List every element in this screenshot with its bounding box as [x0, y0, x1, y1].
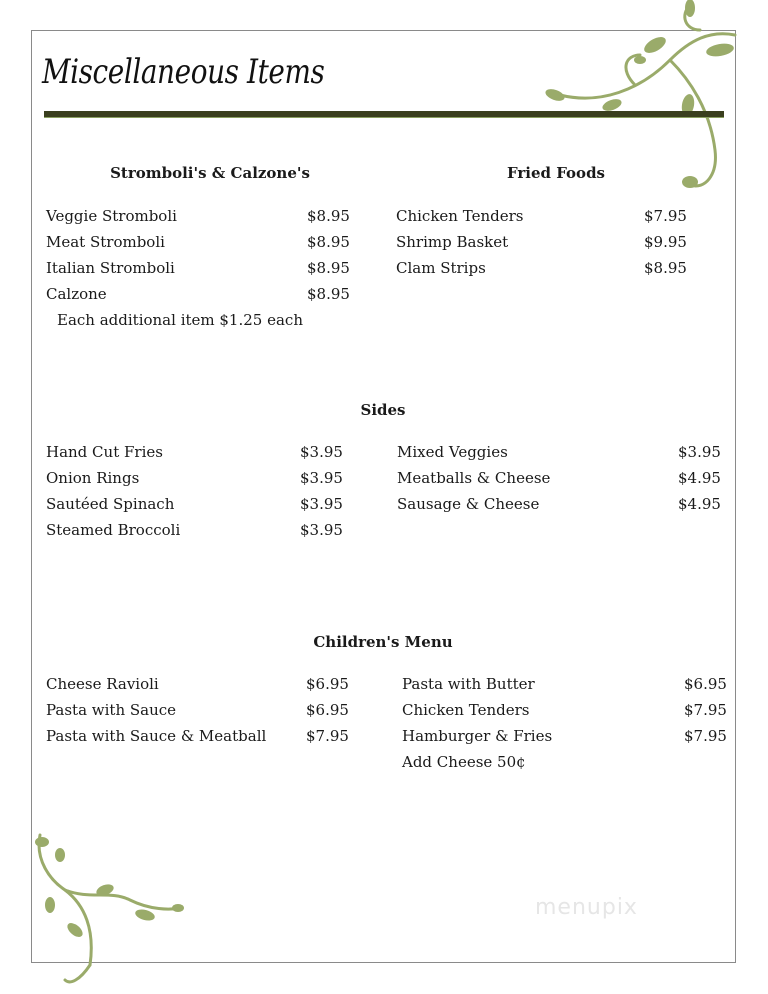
- title-divider: [44, 111, 724, 118]
- menu-item-name: Steamed Broccoli: [46, 521, 181, 539]
- children-note: Add Cheese 50¢: [402, 753, 526, 771]
- menu-item-price: $6.95: [684, 675, 727, 693]
- menu-item-price: $3.95: [300, 495, 343, 513]
- menu-item-price: $4.95: [678, 495, 721, 513]
- menu-item-name: Onion Rings: [46, 469, 140, 487]
- menu-item-name: Meatballs & Cheese: [397, 469, 551, 487]
- section-heading-stromboli: Stromboli's & Calzone's: [110, 164, 310, 182]
- menu-item-name: Italian Stromboli: [46, 259, 175, 277]
- menu-item-price: $8.95: [307, 285, 350, 303]
- menu-item-price: $7.95: [644, 207, 687, 225]
- menu-item-name: Shrimp Basket: [396, 233, 509, 251]
- menu-item-name: Mixed Veggies: [397, 443, 508, 461]
- menu-item-name: Chicken Tenders: [396, 207, 524, 225]
- menu-item-price: $8.95: [307, 207, 350, 225]
- menu-item-price: $8.95: [307, 259, 350, 277]
- vine-decoration-bottom-icon: [30, 830, 190, 990]
- menu-item-price: $7.95: [684, 727, 727, 745]
- menu-item-price: $6.95: [306, 701, 349, 719]
- menu-item-price: $9.95: [644, 233, 687, 251]
- menu-item-name: Pasta with Sauce: [46, 701, 177, 719]
- menu-item-name: Clam Strips: [396, 259, 486, 277]
- menu-item-name: Sausage & Cheese: [397, 495, 540, 513]
- menu-item-name: Calzone: [46, 285, 107, 303]
- section-heading-childrens-menu: Children's Menu: [313, 633, 453, 651]
- menu-item-price: $8.95: [644, 259, 687, 277]
- menu-item-name: Veggie Stromboli: [46, 207, 177, 225]
- menu-item-name: Meat Stromboli: [46, 233, 165, 251]
- menu-item-name: Chicken Tenders: [402, 701, 530, 719]
- menu-item-price: $8.95: [307, 233, 350, 251]
- menu-item-price: $7.95: [684, 701, 727, 719]
- watermark: menupix: [535, 895, 638, 920]
- menu-item-price: $3.95: [300, 521, 343, 539]
- menu-item-price: $6.95: [306, 675, 349, 693]
- section-heading-sides: Sides: [360, 401, 406, 419]
- page-title: Miscellaneous Items: [42, 52, 325, 92]
- menu-item-name: Pasta with Sauce & Meatball: [46, 727, 267, 745]
- menu-item-price: $7.95: [306, 727, 349, 745]
- menu-item-name: Hand Cut Fries: [46, 443, 163, 461]
- menu-item-name: Cheese Ravioli: [46, 675, 159, 693]
- menu-item-name: Sautéed Spinach: [46, 495, 175, 513]
- stromboli-note: Each additional item $1.25 each: [57, 311, 303, 329]
- menu-item-price: $3.95: [300, 469, 343, 487]
- menu-item-price: $3.95: [678, 443, 721, 461]
- menu-item-name: Hamburger & Fries: [402, 727, 553, 745]
- menu-item-price: $4.95: [678, 469, 721, 487]
- menu-item-name: Pasta with Butter: [402, 675, 535, 693]
- section-heading-fried-foods: Fried Foods: [506, 164, 605, 182]
- menu-item-price: $3.95: [300, 443, 343, 461]
